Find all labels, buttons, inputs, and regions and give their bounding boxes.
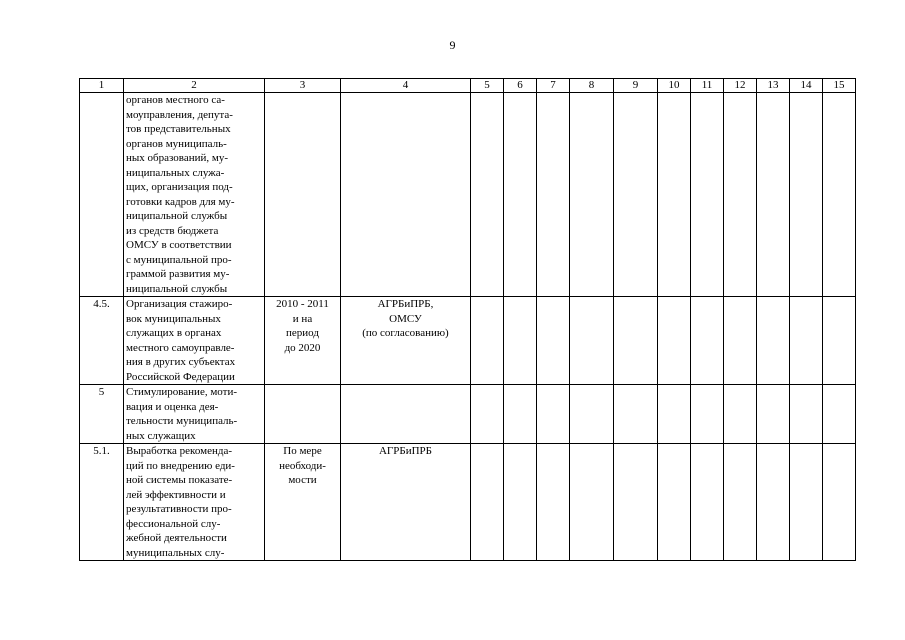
column-number-row — [80, 79, 856, 93]
empty-cell — [504, 385, 537, 444]
column-number: 12 — [724, 79, 757, 93]
column-number: 9 — [614, 79, 658, 93]
empty-cell — [790, 385, 823, 444]
column-number: 13 — [757, 79, 790, 93]
empty-cell — [790, 297, 823, 385]
item-period — [265, 297, 341, 385]
item-executor — [341, 93, 471, 297]
period-line: 2010 - 2011 — [276, 298, 329, 310]
item-executor — [341, 444, 471, 561]
description-line: из средств бюджета — [126, 224, 219, 237]
empty-cell — [614, 444, 658, 561]
empty-cell — [691, 444, 724, 561]
item-number — [80, 93, 124, 297]
description-line: местного самоуправле- — [126, 341, 235, 354]
description-line: Российской Федерации — [126, 370, 235, 383]
description-line: граммой развития му- — [126, 268, 230, 280]
empty-cell — [537, 385, 570, 444]
empty-cell — [757, 444, 790, 561]
item-number: 5 — [80, 385, 124, 444]
empty-cell — [658, 297, 691, 385]
empty-cell — [691, 93, 724, 297]
description-line: муниципальных слу- — [126, 546, 225, 559]
item-number: 4.5. — [80, 297, 124, 385]
program-table — [79, 78, 856, 561]
description-line: Стимулирование, моти- — [126, 386, 237, 398]
empty-cell — [724, 297, 757, 385]
empty-cell — [614, 385, 658, 444]
period-line: до 2020 — [284, 341, 321, 354]
empty-cell — [790, 93, 823, 297]
item-period — [265, 385, 341, 444]
description-line: готовки кадров для му- — [126, 195, 235, 208]
item-description — [124, 444, 265, 561]
executor-line: (по согласованию) — [362, 327, 449, 339]
empty-cell — [658, 444, 691, 561]
column-number: 15 — [823, 79, 856, 93]
description-line: лей эффективности и — [126, 488, 226, 501]
item-period — [265, 444, 341, 561]
column-number: 14 — [790, 79, 823, 93]
description-line: тов представительных — [126, 123, 231, 135]
column-number: 8 — [570, 79, 614, 93]
description-line: ниципальной службы — [126, 282, 228, 295]
description-line: фессиональной слу- — [126, 517, 221, 530]
description-line: ций по внедрению еди- — [126, 459, 235, 472]
description-line: щих, организация под- — [126, 181, 233, 193]
empty-cell — [724, 385, 757, 444]
empty-cell — [790, 444, 823, 561]
empty-cell — [570, 93, 614, 297]
item-period — [265, 93, 341, 297]
description-line: ных образований, му- — [126, 152, 229, 164]
column-number: 3 — [265, 79, 341, 93]
empty-cell — [471, 297, 504, 385]
description-line: ниципальных служа- — [126, 166, 225, 179]
item-executor — [341, 385, 471, 444]
table-row — [80, 444, 856, 561]
item-description — [124, 93, 265, 297]
item-description — [124, 385, 265, 444]
description-line: ных служащих — [126, 429, 196, 442]
empty-cell — [504, 297, 537, 385]
empty-cell — [504, 444, 537, 561]
description-line: органов местного са- — [126, 94, 225, 106]
period-line: период — [286, 327, 319, 339]
period-line: необходи- — [279, 459, 326, 472]
empty-cell — [570, 444, 614, 561]
table-row — [80, 385, 856, 444]
table-row — [80, 297, 856, 385]
empty-cell — [504, 93, 537, 297]
empty-cell — [691, 385, 724, 444]
column-number: 6 — [504, 79, 537, 93]
empty-cell — [570, 297, 614, 385]
empty-cell — [823, 297, 856, 385]
page-number: 9 — [449, 38, 456, 52]
period-line: По мере — [283, 445, 322, 457]
column-number: 11 — [691, 79, 724, 93]
item-executor — [341, 297, 471, 385]
column-number: 1 — [80, 79, 124, 93]
column-number: 7 — [537, 79, 570, 93]
item-number: 5.1. — [80, 444, 124, 561]
empty-cell — [471, 385, 504, 444]
period-line: мости — [288, 474, 317, 486]
empty-cell — [823, 385, 856, 444]
description-line: Организация стажиро- — [126, 298, 233, 310]
column-number: 10 — [658, 79, 691, 93]
empty-cell — [757, 385, 790, 444]
description-line: ниципальной службы — [126, 210, 228, 222]
description-line: вок муниципальных — [126, 312, 221, 325]
empty-cell — [570, 385, 614, 444]
item-description — [124, 297, 265, 385]
empty-cell — [724, 444, 757, 561]
empty-cell — [537, 444, 570, 561]
description-line: Выработка рекоменда- — [126, 445, 233, 457]
empty-cell — [471, 444, 504, 561]
empty-cell — [471, 93, 504, 297]
period-line: и на — [292, 312, 313, 325]
description-line: служащих в органах — [126, 327, 222, 339]
executor-line: ОМСУ — [389, 312, 422, 325]
empty-cell — [614, 297, 658, 385]
column-number: 2 — [124, 79, 265, 93]
table-row — [80, 93, 856, 297]
description-line: жебной деятельности — [126, 532, 227, 544]
executor-line: АГРБиПРБ, — [377, 298, 434, 310]
executor-line: АГРБиПРБ — [378, 445, 432, 457]
description-line: тельности муниципаль- — [126, 415, 238, 427]
empty-cell — [823, 93, 856, 297]
description-line: ной системы показате- — [126, 474, 233, 486]
description-line: результативности про- — [126, 503, 232, 515]
description-line: с муниципальной про- — [126, 253, 232, 266]
column-number: 4 — [341, 79, 471, 93]
empty-cell — [823, 444, 856, 561]
column-number: 5 — [471, 79, 504, 93]
empty-cell — [614, 93, 658, 297]
description-line: ОМСУ в соответствии — [126, 239, 232, 251]
description-line: моуправления, депута- — [126, 108, 233, 121]
description-line: вация и оценка дея- — [126, 400, 219, 413]
description-line: ния в других субъектах — [126, 356, 236, 368]
empty-cell — [757, 297, 790, 385]
description-line: органов муниципаль- — [126, 137, 227, 150]
empty-cell — [658, 93, 691, 297]
empty-cell — [724, 93, 757, 297]
empty-cell — [658, 385, 691, 444]
empty-cell — [537, 297, 570, 385]
empty-cell — [757, 93, 790, 297]
empty-cell — [691, 297, 724, 385]
empty-cell — [537, 93, 570, 297]
